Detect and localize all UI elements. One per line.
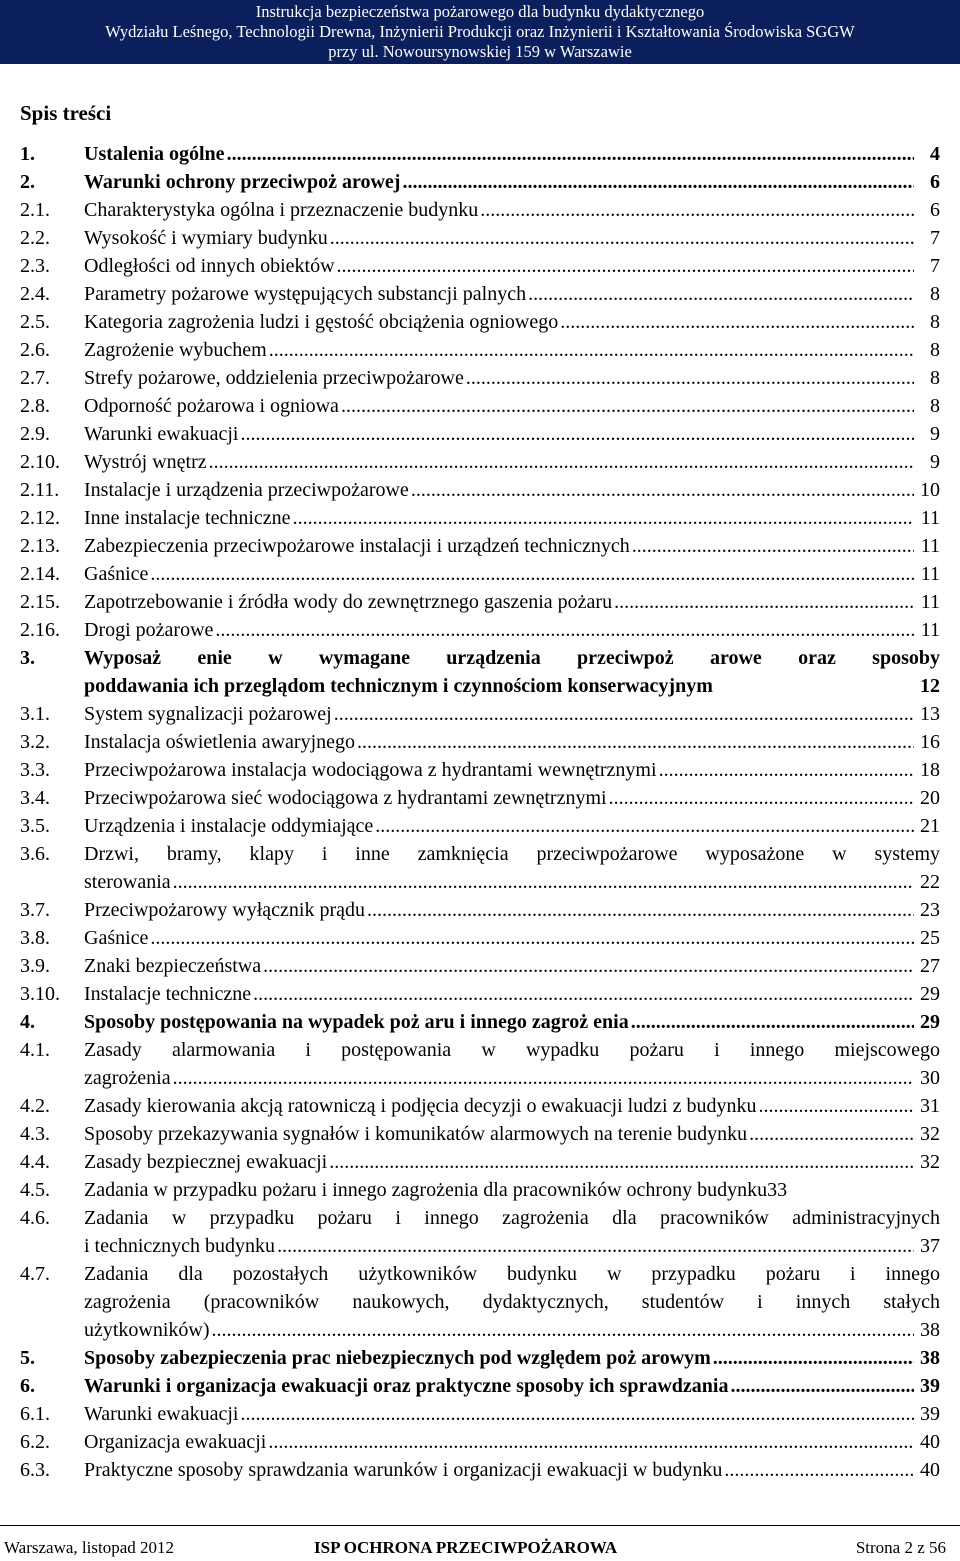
toc-entry-title: Zasady bezpiecznej ewakuacji bbox=[84, 1151, 328, 1173]
toc-entry-title: Wyposaż enie w wymagane urządzenia przeciwpoż arowe oraz sposoby bbox=[84, 647, 940, 669]
toc-page-number: 21 bbox=[920, 815, 940, 837]
toc-page-number: 8 bbox=[930, 395, 940, 417]
toc-entry-title: Znaki bezpieczeństwa bbox=[84, 955, 262, 977]
toc-entry-number: 4.1. bbox=[20, 1039, 50, 1061]
toc-entry[interactable] bbox=[20, 784, 940, 812]
toc-entry-number: 3.10. bbox=[20, 983, 60, 1005]
toc-page-number: 9 bbox=[930, 423, 940, 445]
toc-entry-body bbox=[84, 1372, 940, 1400]
footer-date: Warszawa, listopad 2012 bbox=[4, 1538, 174, 1557]
toc-entry-title: Zagrożenie wybuchem bbox=[84, 339, 267, 361]
footer-title: ISP OCHRONA PRZECIWPOŻAROWA bbox=[314, 1538, 618, 1557]
toc-page-number: 16 bbox=[920, 731, 940, 753]
toc-entry-number: 3.5. bbox=[20, 815, 50, 837]
toc-leader-dots bbox=[240, 1400, 914, 1428]
toc-entry-body bbox=[84, 476, 940, 504]
toc-entry-body bbox=[84, 280, 940, 308]
toc-page-number: 9 bbox=[930, 451, 940, 473]
toc-entry-number: 2.2. bbox=[20, 227, 50, 249]
toc-leader-dots bbox=[466, 364, 914, 392]
toc-entry-title: Wysokość i wymiary budynku bbox=[84, 227, 328, 249]
toc-entry-title: Zasady alarmowania i postępowania w wypadku pożaru i innego miejscowego bbox=[84, 1039, 940, 1061]
toc-entry-number: 3.2. bbox=[20, 731, 50, 753]
toc-entry-body bbox=[84, 1148, 940, 1176]
toc-entry-body bbox=[84, 756, 940, 784]
toc-entry-number: 2.10. bbox=[20, 451, 60, 473]
toc-entry-title: Gaśnice bbox=[84, 563, 149, 585]
toc-leader-dots bbox=[609, 784, 914, 812]
toc-entry-title: Drzwi, bramy, klapy i inne zamknięcia przeciwpożarowe wyposażone w systemy bbox=[84, 843, 940, 865]
toc-entry-number: 2.6. bbox=[20, 339, 50, 361]
toc-leader-dots bbox=[713, 1344, 914, 1372]
toc-entry-body bbox=[84, 392, 940, 420]
header-line-2: Wydziału Leśnego, Technologii Drewna, Inżynierii Produkcji oraz Inżynierii i Kształtowania Środowiska SGGW bbox=[105, 22, 855, 41]
toc-entry-body bbox=[84, 1428, 940, 1456]
toc-entry[interactable] bbox=[20, 812, 940, 840]
toc-entry-title: Zadania w przypadku pożaru i innego zagrożenia dla pracowników administracyjnych bbox=[84, 1207, 940, 1229]
toc-entry-title: Ustalenia ogólne bbox=[84, 143, 225, 165]
toc-page-number: 11 bbox=[920, 591, 940, 613]
toc-entry-number: 4.6. bbox=[20, 1207, 50, 1229]
toc-page-number: 12 bbox=[920, 675, 940, 697]
toc-entry-number: 5. bbox=[20, 1347, 35, 1369]
toc-entry-body bbox=[84, 588, 940, 616]
toc-entry-title: Warunki ewakuacji bbox=[84, 423, 239, 445]
toc-page-number: 39 bbox=[920, 1375, 940, 1397]
toc-entry-title: Zapotrzebowanie i źródła wody do zewnętrznego gaszenia pożaru bbox=[84, 591, 613, 613]
toc-page-number: 32 bbox=[920, 1123, 940, 1145]
toc-page-number: 30 bbox=[920, 1067, 940, 1089]
document-footer bbox=[0, 1525, 960, 1561]
toc-entry-body bbox=[84, 168, 940, 196]
toc-entry-number: 2.8. bbox=[20, 395, 50, 417]
toc-entry[interactable] bbox=[20, 1400, 940, 1428]
toc-entry-body bbox=[84, 980, 940, 1008]
toc-spacer bbox=[713, 672, 916, 700]
toc-entry[interactable] bbox=[20, 448, 940, 476]
toc-entry-number: 3.9. bbox=[20, 955, 50, 977]
toc-page-number: 8 bbox=[930, 311, 940, 333]
toc-leader-dots bbox=[632, 532, 914, 560]
toc-page-number: 11 bbox=[920, 507, 940, 529]
toc-page-number: 29 bbox=[920, 1011, 940, 1033]
toc-leader-dots bbox=[227, 140, 914, 168]
toc-entry-title: Instalacje i urządzenia przeciwpożarowe bbox=[84, 479, 409, 501]
toc-entry-title: Przeciwpożarowa sieć wodociągowa z hydrantami zewnętrznymi bbox=[84, 787, 607, 809]
toc-entry-title: poddawania ich przeglądom technicznym i czynnościom konserwacyjnym bbox=[84, 675, 713, 697]
toc-entry-body bbox=[84, 1008, 940, 1036]
toc-leader-dots bbox=[367, 896, 914, 924]
toc-entry[interactable] bbox=[20, 1148, 940, 1176]
toc-entry-number: 2.14. bbox=[20, 563, 60, 585]
toc-entry-number: 2.3. bbox=[20, 255, 50, 277]
toc-entry-title: Zadania w przypadku pożaru i innego zagrożenia dla pracowników ochrony budynku33 bbox=[84, 1179, 788, 1201]
toc-entry-title: Drogi pożarowe bbox=[84, 619, 214, 641]
toc-entry[interactable] bbox=[20, 756, 940, 784]
toc-entry-number: 6.1. bbox=[20, 1403, 50, 1425]
toc-entry-title: Parametry pożarowe występujących substancji palnych bbox=[84, 283, 527, 305]
toc-entry-title: Warunki i organizacja ewakuacji oraz praktyczne sposoby ich sprawdzania bbox=[84, 1375, 729, 1397]
toc-entry-body bbox=[84, 1204, 940, 1260]
toc-entry-number: 4.3. bbox=[20, 1123, 50, 1145]
toc-entry-body bbox=[84, 1400, 940, 1428]
toc-entry[interactable] bbox=[20, 1260, 940, 1344]
toc-entry[interactable] bbox=[20, 728, 940, 756]
toc-leader-dots bbox=[173, 868, 914, 896]
toc-entry-title: Charakterystyka ogólna i przeznaczenie budynku bbox=[84, 199, 479, 221]
toc-entry-body bbox=[84, 952, 940, 980]
toc-entry-title: Instalacje techniczne bbox=[84, 983, 252, 1005]
toc-leader-dots bbox=[268, 1428, 914, 1456]
toc-leader-dots bbox=[730, 1372, 914, 1400]
toc-page-number: 23 bbox=[920, 899, 940, 921]
toc-entry-body bbox=[84, 1120, 940, 1148]
toc-entry-number: 1. bbox=[20, 143, 35, 165]
toc-entry-number: 6. bbox=[20, 1375, 35, 1397]
toc-entry-title: Warunki ewakuacji bbox=[84, 1403, 239, 1425]
toc-entry-body bbox=[84, 308, 940, 336]
toc-leader-dots bbox=[150, 560, 914, 588]
toc-leader-dots bbox=[269, 336, 914, 364]
toc-entry-title: zagrożenia (pracowników naukowych, dydaktycznych, studentów i innych stałych bbox=[84, 1291, 940, 1313]
toc-page-number: 7 bbox=[930, 227, 940, 249]
toc-entry-body bbox=[84, 616, 940, 644]
table-of-contents bbox=[20, 140, 940, 1484]
toc-leader-dots bbox=[215, 616, 914, 644]
toc-entry-title: Inne instalacje techniczne bbox=[84, 507, 291, 529]
toc-entry-number: 2.5. bbox=[20, 311, 50, 333]
toc-entry[interactable] bbox=[20, 336, 940, 364]
toc-entry-number: 6.3. bbox=[20, 1459, 50, 1481]
toc-entry-title: System sygnalizacji pożarowej bbox=[84, 703, 332, 725]
toc-leader-dots bbox=[329, 1148, 914, 1176]
toc-entry[interactable] bbox=[20, 1092, 940, 1120]
document-header bbox=[0, 0, 960, 64]
toc-title: Spis treści bbox=[20, 101, 112, 125]
toc-leader-dots bbox=[293, 504, 914, 532]
toc-entry-body bbox=[84, 1036, 940, 1092]
toc-entry[interactable] bbox=[20, 252, 940, 280]
toc-entry[interactable] bbox=[20, 840, 940, 896]
toc-entry-number: 2.13. bbox=[20, 535, 60, 557]
toc-entry[interactable] bbox=[20, 952, 940, 980]
toc-entry[interactable] bbox=[20, 560, 940, 588]
toc-entry-title: Przeciwpożarowy wyłącznik prądu bbox=[84, 899, 365, 921]
toc-entry-number: 4. bbox=[20, 1011, 35, 1033]
toc-entry-title: Warunki ochrony przeciwpoż arowej bbox=[84, 171, 401, 193]
toc-entry-number: 3.1. bbox=[20, 703, 50, 725]
toc-page-number: 10 bbox=[920, 479, 940, 501]
toc-entry[interactable] bbox=[20, 168, 940, 196]
toc-entry-title: Kategoria zagrożenia ludzi i gęstość obciążenia ogniowego bbox=[84, 311, 559, 333]
toc-entry-number: 3.3. bbox=[20, 759, 50, 781]
toc-entry-number: 2.11. bbox=[20, 479, 60, 501]
toc-page-number: 11 bbox=[920, 619, 940, 641]
toc-entry[interactable] bbox=[20, 420, 940, 448]
toc-page-number: 8 bbox=[930, 283, 940, 305]
toc-entry[interactable] bbox=[20, 140, 940, 168]
toc-entry-number: 3. bbox=[20, 647, 35, 669]
toc-entry-title: Organizacja ewakuacji bbox=[84, 1431, 267, 1453]
toc-page-number: 32 bbox=[920, 1151, 940, 1173]
toc-page-number: 22 bbox=[920, 871, 940, 893]
toc-leader-dots bbox=[411, 476, 914, 504]
toc-entry[interactable] bbox=[20, 308, 940, 336]
toc-entry-number: 3.8. bbox=[20, 927, 50, 949]
toc-leader-dots bbox=[375, 812, 914, 840]
toc-entry[interactable] bbox=[20, 980, 940, 1008]
toc-entry-body bbox=[84, 336, 940, 364]
toc-leader-dots bbox=[614, 588, 914, 616]
toc-entry-title: Odporność pożarowa i ogniowa bbox=[84, 395, 339, 417]
toc-entry-title: Instalacja oświetlenia awaryjnego bbox=[84, 731, 355, 753]
toc-page-number: 40 bbox=[920, 1431, 940, 1453]
toc-entry-body bbox=[84, 644, 940, 700]
toc-entry[interactable] bbox=[20, 1204, 940, 1260]
toc-page-number: 20 bbox=[920, 787, 940, 809]
toc-page-number: 29 bbox=[920, 983, 940, 1005]
toc-entry[interactable] bbox=[20, 364, 940, 392]
toc-entry-body bbox=[84, 812, 940, 840]
header-line-1: Instrukcja bezpieczeństwa pożarowego dla budynku dydaktycznego bbox=[255, 2, 705, 21]
toc-leader-dots bbox=[240, 420, 914, 448]
toc-entry-body bbox=[84, 448, 940, 476]
toc-entry-number: 2.1. bbox=[20, 199, 50, 221]
toc-entry-title: zagrożenia bbox=[84, 1067, 171, 1089]
toc-leader-dots bbox=[759, 1092, 915, 1120]
toc-entry-number: 3.6. bbox=[20, 843, 50, 865]
toc-entry-body bbox=[84, 728, 940, 756]
toc-leader-dots bbox=[402, 168, 914, 196]
toc-entry-number: 4.4. bbox=[20, 1151, 50, 1173]
toc-entry-number: 3.7. bbox=[20, 899, 50, 921]
toc-entry[interactable] bbox=[20, 924, 940, 952]
toc-page-number: 39 bbox=[920, 1403, 940, 1425]
toc-leader-dots bbox=[631, 1008, 914, 1036]
toc-entry-title: sterowania bbox=[84, 871, 171, 893]
toc-leader-dots bbox=[659, 756, 914, 784]
toc-spacer bbox=[787, 1176, 916, 1204]
toc-entry[interactable] bbox=[20, 504, 940, 532]
toc-leader-dots bbox=[724, 1456, 914, 1484]
toc-entry-body bbox=[84, 196, 940, 224]
toc-page-number: 6 bbox=[930, 199, 940, 221]
toc-page-number bbox=[916, 1176, 940, 1204]
toc-entry-body bbox=[84, 1176, 940, 1204]
toc-page-number: 31 bbox=[920, 1095, 940, 1117]
toc-entry-number: 6.2. bbox=[20, 1431, 50, 1453]
toc-entry-number: 2.9. bbox=[20, 423, 50, 445]
toc-page-number: 27 bbox=[920, 955, 940, 977]
toc-leader-dots bbox=[749, 1120, 914, 1148]
toc-leader-dots bbox=[480, 196, 914, 224]
toc-entry-body bbox=[84, 532, 940, 560]
toc-entry-title: Zabezpieczenia przeciwpożarowe instalacji i urządzeń technicznych bbox=[84, 535, 630, 557]
toc-entry-title: użytkowników) bbox=[84, 1319, 210, 1341]
toc-entry-title: Sposoby postępowania na wypadek poż aru i innego zagroż enia bbox=[84, 1011, 629, 1033]
toc-entry-title: Odległości od innych obiektów bbox=[84, 255, 335, 277]
toc-entry-number: 2.15. bbox=[20, 591, 60, 613]
toc-page-number: 25 bbox=[920, 927, 940, 949]
toc-entry[interactable] bbox=[20, 616, 940, 644]
toc-entry-number: 4.5. bbox=[20, 1179, 50, 1201]
toc-entry-number: 4.2. bbox=[20, 1095, 50, 1117]
toc-page-number: 8 bbox=[930, 339, 940, 361]
toc-page-number: 38 bbox=[920, 1319, 940, 1341]
toc-entry-title: Wystrój wnętrz bbox=[84, 451, 207, 473]
toc-entry-title: Sposoby przekazywania sygnałów i komunikatów alarmowych na terenie budynku bbox=[84, 1123, 748, 1145]
toc-entry[interactable] bbox=[20, 532, 940, 560]
toc-page-number: 6 bbox=[930, 171, 940, 193]
toc-page-number: 7 bbox=[930, 255, 940, 277]
toc-entry[interactable] bbox=[20, 1428, 940, 1456]
toc-entry-body bbox=[84, 420, 940, 448]
toc-entry[interactable] bbox=[20, 280, 940, 308]
toc-entry-body bbox=[84, 140, 940, 168]
toc-page-number: 11 bbox=[920, 535, 940, 557]
toc-entry-body bbox=[84, 1260, 940, 1344]
toc-leader-dots bbox=[150, 924, 914, 952]
toc-page-number: 8 bbox=[930, 367, 940, 389]
toc-entry-number: 2. bbox=[20, 171, 35, 193]
toc-entry-body bbox=[84, 700, 940, 728]
toc-leader-dots bbox=[528, 280, 914, 308]
toc-entry[interactable] bbox=[20, 1176, 940, 1204]
toc-entry[interactable] bbox=[20, 476, 940, 504]
toc-page-number: 38 bbox=[920, 1347, 940, 1369]
toc-entry[interactable] bbox=[20, 1008, 940, 1036]
toc-entry[interactable] bbox=[20, 392, 940, 420]
toc-leader-dots bbox=[357, 728, 914, 756]
toc-leader-dots bbox=[341, 392, 914, 420]
toc-entry-number: 2.16. bbox=[20, 619, 60, 641]
toc-entry-body bbox=[84, 924, 940, 952]
toc-entry[interactable] bbox=[20, 700, 940, 728]
toc-entry[interactable] bbox=[20, 1344, 940, 1372]
toc-entry-title: Zasady kierowania akcją ratowniczą i podjęcia decyzji o ewakuacji ludzi z budynku bbox=[84, 1095, 757, 1117]
toc-entry[interactable] bbox=[20, 196, 940, 224]
toc-leader-dots bbox=[212, 1316, 914, 1344]
toc-entry[interactable] bbox=[20, 224, 940, 252]
toc-page-number: 40 bbox=[920, 1459, 940, 1481]
toc-entry-number: 2.12. bbox=[20, 507, 60, 529]
toc-entry-title: Przeciwpożarowa instalacja wodociągowa z hydrantami wewnętrznymi bbox=[84, 759, 657, 781]
toc-entry-title: Urządzenia i instalacje oddymiające bbox=[84, 815, 374, 837]
toc-entry-body bbox=[84, 504, 940, 532]
toc-page-number: 37 bbox=[920, 1235, 940, 1257]
toc-entry-title: Praktyczne sposoby sprawdzania warunków i organizacji ewakuacji w budynku bbox=[84, 1459, 723, 1481]
toc-entry[interactable] bbox=[20, 1036, 940, 1092]
toc-leader-dots bbox=[337, 252, 914, 280]
toc-leader-dots bbox=[334, 700, 914, 728]
toc-entry-body bbox=[84, 252, 940, 280]
toc-entry[interactable] bbox=[20, 1372, 940, 1400]
toc-entry-body bbox=[84, 224, 940, 252]
toc-entry-number: 2.7. bbox=[20, 367, 50, 389]
footer-page-number: Strona 2 z 56 bbox=[855, 1538, 946, 1557]
toc-leader-dots bbox=[253, 980, 914, 1008]
toc-entry-number: 2.4. bbox=[20, 283, 50, 305]
toc-leader-dots bbox=[263, 952, 914, 980]
toc-entry-number: 4.7. bbox=[20, 1263, 50, 1285]
toc-entry[interactable] bbox=[20, 1456, 940, 1484]
toc-entry-body bbox=[84, 1344, 940, 1372]
toc-entry[interactable] bbox=[20, 588, 940, 616]
toc-entry-title: Strefy pożarowe, oddzielenia przeciwpożarowe bbox=[84, 367, 464, 389]
toc-leader-dots bbox=[277, 1232, 914, 1260]
toc-entry[interactable] bbox=[20, 644, 940, 700]
header-line-3: przy ul. Nowoursynowskiej 159 w Warszawie bbox=[328, 42, 632, 61]
toc-entry-title: Sposoby zabezpieczenia prac niebezpiecznych pod względem poż arowym bbox=[84, 1347, 711, 1369]
toc-entry-body bbox=[84, 364, 940, 392]
toc-entry-body bbox=[84, 1456, 940, 1484]
toc-entry-body bbox=[84, 560, 940, 588]
toc-page-number: 13 bbox=[920, 703, 940, 725]
toc-entry-number: 3.4. bbox=[20, 787, 50, 809]
toc-entry-title: Gaśnice bbox=[84, 927, 149, 949]
toc-leader-dots bbox=[330, 224, 914, 252]
toc-entry-body bbox=[84, 1092, 940, 1120]
toc-entry[interactable] bbox=[20, 1120, 940, 1148]
toc-entry-title: i technicznych budynku bbox=[84, 1235, 276, 1257]
toc-leader-dots bbox=[173, 1064, 914, 1092]
toc-leader-dots bbox=[560, 308, 914, 336]
toc-page-number: 4 bbox=[930, 143, 940, 165]
toc-entry[interactable] bbox=[20, 896, 940, 924]
toc-entry-body bbox=[84, 784, 940, 812]
toc-entry-title: Zadania dla pozostałych użytkowników budynku w przypadku pożaru i innego bbox=[84, 1263, 940, 1285]
toc-leader-dots bbox=[209, 448, 914, 476]
toc-page-number: 11 bbox=[920, 563, 940, 585]
toc-page-number: 18 bbox=[920, 759, 940, 781]
toc-entry-body bbox=[84, 896, 940, 924]
toc-entry-body bbox=[84, 840, 940, 896]
